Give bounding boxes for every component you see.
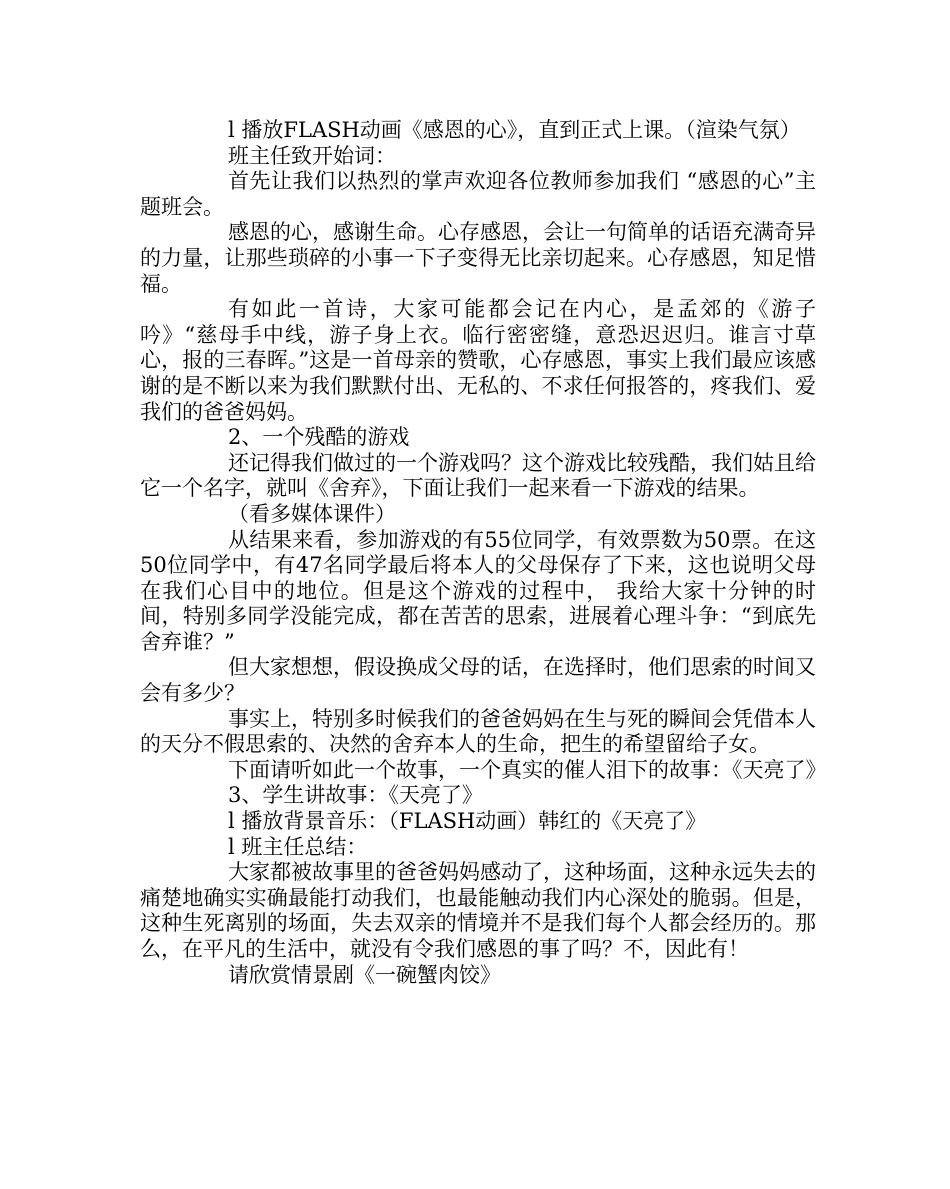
paragraph-grateful-heart: 感恩的心，感谢生命。心存感恩，会让一句简单的话语充满奇异的力量，让那些琐碎的小事一下子变得无比亲切起来。心存感恩，知足惜福。 [140, 220, 816, 296]
paragraph-summary: 大家都被故事里的爸爸妈妈感动了，这种场面，这种永远失去的痛楚地确实实确最能打动我们，也最能触动我们内心深处的脆弱。但是，这种生死离别的场面，失去双亲的情境并不是我们每个人都会经历的。那么，在平凡的生活中，就没有令我们感恩的事了吗？不，因此有！ [140, 860, 816, 961]
paragraph-story-intro: 下面请听如此一个故事，一个真实的催人泪下的故事：《天亮了》 [228, 757, 827, 782]
paragraph-game-intro: 还记得我们做过的一个游戏吗？这个游戏比较残酷，我们姑且给它一个名字，就叫《舍弃》，下面让我们一起来看一下游戏的结果。 [140, 450, 816, 501]
paragraph-flash-intro: l 播放FLASH动画《感恩的心》，直到正式上课。（渲染气氛） [228, 118, 801, 142]
paragraph-welcome: 首先让我们以热烈的掌声欢迎各位教师参加我们 “感恩的心”主题班会。 [140, 169, 816, 219]
paragraph-multimedia-note: （看多媒体课件） [228, 501, 396, 526]
paragraph-opening-heading: 班主任致开始词： [228, 143, 396, 168]
paragraph-skit: 请欣赏情景剧《一碗蟹肉饺》 [228, 962, 501, 987]
paragraph-background-music: l 播放背景音乐：（FLASH动画）韩红的《天亮了》 [228, 809, 707, 834]
paragraph-summary-heading: l 班主任总结： [228, 834, 368, 859]
paragraph-game-results: 从结果来看，参加游戏的有55位同学，有效票数为50票。在这50位同学中，有47名同学最后将本人的父母保存了下来，这也说明父母在我们心目中的地位。但是这个游戏的过程中， 我给大家十分钟的时间，特别多同学没能完成，都在苦苦的思索，进展着心理斗争：“到底先舍弃谁？” [140, 527, 816, 654]
section-heading-game: 2、一个残酷的游戏 [228, 425, 410, 450]
document-body [140, 118, 827, 988]
section-heading-story: 3、学生讲故事：《天亮了》 [228, 783, 483, 808]
paragraph-parents-sacrifice: 事实上，特别多时候我们的爸爸妈妈在生与死的瞬间会凭借本人的天分不假思索的、决然的舍弃本人的生命，把生的希望留给子女。 [140, 706, 816, 757]
paragraph-parents-question: 但大家想想，假设换成父母的话，在选择时，他们思索的时间又会有多少？ [140, 655, 816, 706]
paragraph-poem: 有如此一首诗，大家可能都会记在内心，是孟郊的《游子吟》“慈母手中线，游子身上衣。临行密密缝，意恐迟迟归。谁言寸草心，报的三春晖。”这是一首母亲的赞歌，心存感恩，事实上我们最应该感谢的是不断以来为我们默默付出、无私的、不求任何报答的，疼我们、爱我们的爸爸妈妈。 [140, 297, 816, 424]
